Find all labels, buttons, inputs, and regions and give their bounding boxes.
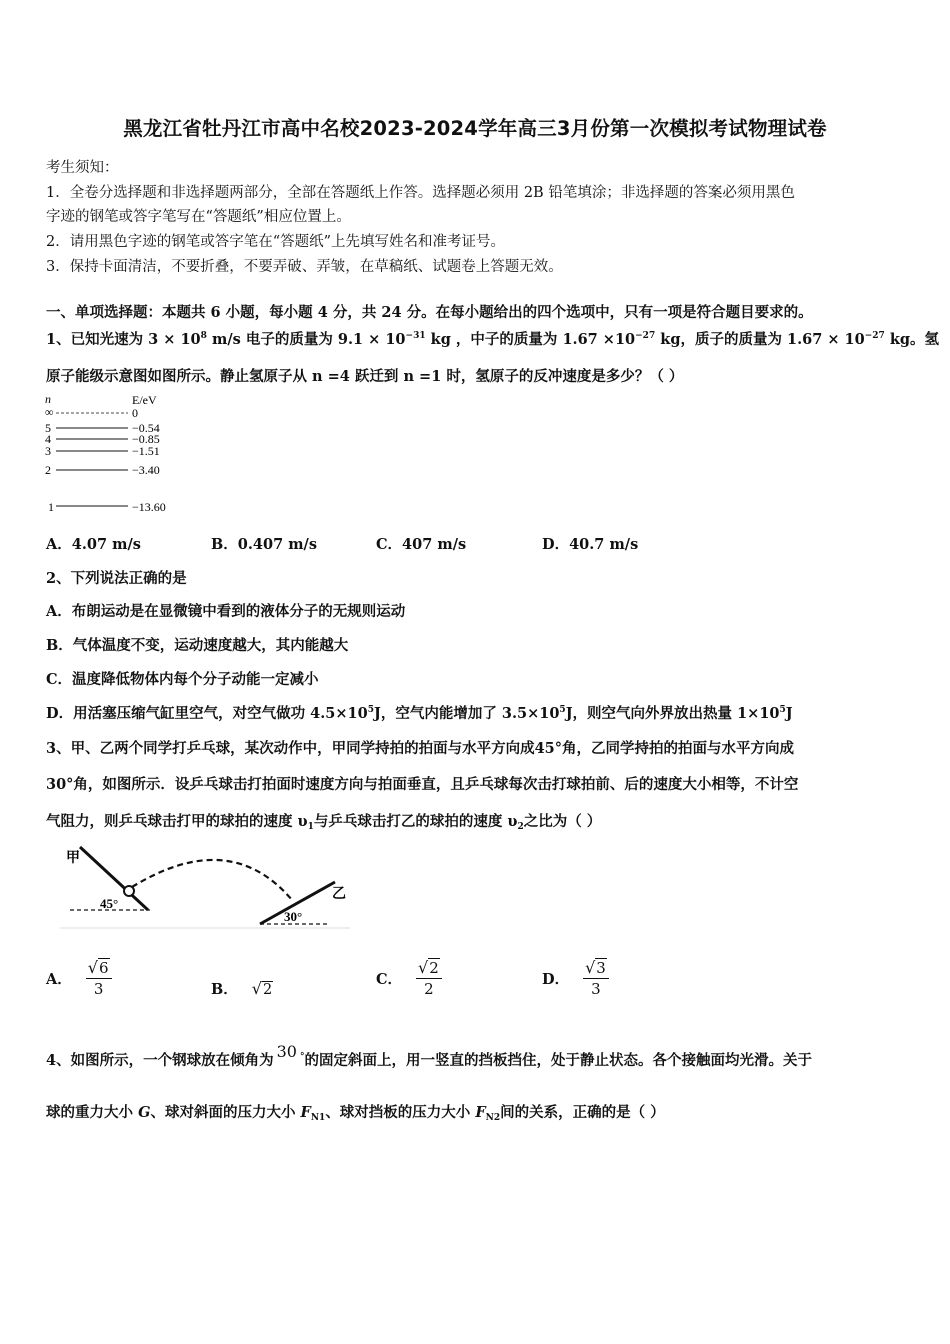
level-e-inf: 0	[132, 406, 138, 420]
q3-option-d[interactable]: D． $\frac{√3}{3}$	[542, 958, 609, 998]
q4-line-1: 4、如图所示，一个钢球放在倾角为 30 °的固定斜面上，用一竖直的挡板挡住，处于静止状态。各个接触面均光滑。关于	[46, 1042, 812, 1069]
q2-stem: 2、下列说法正确的是	[46, 570, 187, 587]
notice-item-3: 3．保持卡面清洁，不要折叠，不要弄破、弄皱，在草稿纸、试题卷上答题无效。	[46, 259, 563, 275]
q3-line-1: 3、甲、乙两个同学打乒乓球，某次动作中，甲同学持拍的拍面与水平方向成45°角，乙同学持拍的拍面与水平方向成	[46, 740, 795, 757]
angle-30-label: 30°	[284, 909, 303, 924]
q2-option-c[interactable]: C．温度降低物体内每个分子动能一定减小	[46, 671, 319, 688]
q1-line-1: 1、已知光速为 $3 \times 10^8$ m/s 电子的质量为 $9.1 \times 10^{-31}$ kg ，中子的质量为 $1.67 \times 10^{-27}$ kg，质子的质量为 $1.67 \times 10^{-27}$ kg。氢	[46, 331, 940, 348]
notice-heading: 考生须知：	[46, 160, 119, 176]
section-heading: 一、单项选择题：本题共 6 小题，每小题 4 分，共 24 分。在每小题给出的四个选项中，只有一项是符合题目要求的。	[46, 304, 813, 321]
q3-option-b[interactable]: B． √2	[211, 979, 273, 998]
notice-item-1a: 1．全卷分选择题和非选择题两部分，全部在答题纸上作答。选择题必须用 2B 铅笔填涂；非选择题的答案必须用黑色	[46, 185, 795, 201]
energy-axis-label: E/eV	[132, 393, 157, 407]
q1-option-c[interactable]: C．407 m/s	[376, 536, 467, 553]
page-title: 黑龙江省牡丹江市高中名校2023-2024学年高三3月份第一次模拟考试物理试卷	[123, 117, 827, 140]
level-n-inf: ∞	[45, 405, 54, 419]
level-e-4: −0.85	[132, 432, 160, 446]
level-e-3: −1.51	[132, 444, 160, 458]
q2-option-d[interactable]: D．用活塞压缩气缸里空气，对空气做功 $4.5\times 10^5J$，空气内能增加了 $3.5\times 10^5J$，则空气向外界放出热量 $1\times 10^5J$	[46, 705, 793, 722]
q2-option-b[interactable]: B．气体温度不变，运动速度越大，其内能越大	[46, 637, 349, 654]
level-n-2: 2	[45, 463, 51, 477]
q3-line-2: 30°角，如图所示．设乒乓球击打拍面时速度方向与拍面垂直，且乒乓球每次击打球拍前、后的速度大小相等，不计空	[46, 776, 799, 793]
energy-level-diagram	[40, 392, 190, 520]
notice-item-2: 2．请用黑色字迹的钢笔或答字笔在“答题纸”上先填写姓名和准考证号。	[46, 234, 506, 250]
q1-option-b[interactable]: B．0.407 m/s	[211, 536, 318, 553]
q1-option-a[interactable]: A．4.07 m/s	[46, 536, 141, 553]
q2-option-a[interactable]: A．布朗运动是在显微镜中看到的液体分子的无规则运动	[46, 603, 406, 620]
notice-item-1b: 字迹的钢笔或答字笔写在“答题纸”相应位置上。	[46, 209, 351, 225]
level-n-5: 5	[45, 421, 51, 435]
n-axis-label: n	[45, 392, 51, 406]
q3-line-3: 气阻力，则乒乓球击打甲的球拍的速度 $\upsilon_1$与乒乓球击打乙的球拍的速度 $\upsilon_2$之比为（ ）	[46, 813, 602, 832]
angle-45-label: 45°	[100, 896, 119, 911]
q3-option-c[interactable]: C． $\frac{√2}{2}$	[376, 958, 442, 998]
level-n-4: 4	[45, 432, 51, 446]
q4-line-2: 球的重力大小 G、球对斜面的压力大小 $F_{N1}$、球对挡板的压力大小 $F_{N2}$间的关系，正确的是（ ）	[46, 1104, 665, 1123]
label-yi: 乙	[332, 887, 346, 902]
level-e-2: −3.40	[132, 463, 160, 477]
level-e-5: −0.54	[132, 421, 160, 435]
q3-option-a[interactable]: A． $\frac{√6}{3}$	[46, 958, 112, 998]
level-e-1: −13.60	[132, 500, 166, 514]
q1-line-2: 原子能级示意图如图所示。静止氢原子从 n =4 跃迁到 n =1 时，氢原子的反冲速度是多少？（ ）	[46, 368, 684, 385]
ping-pong-figure	[60, 842, 360, 934]
q1-option-d[interactable]: D．40.7 m/s	[542, 536, 639, 553]
label-jia: 甲	[66, 851, 80, 866]
level-n-1: 1	[48, 500, 54, 514]
level-n-3: 3	[45, 444, 51, 458]
